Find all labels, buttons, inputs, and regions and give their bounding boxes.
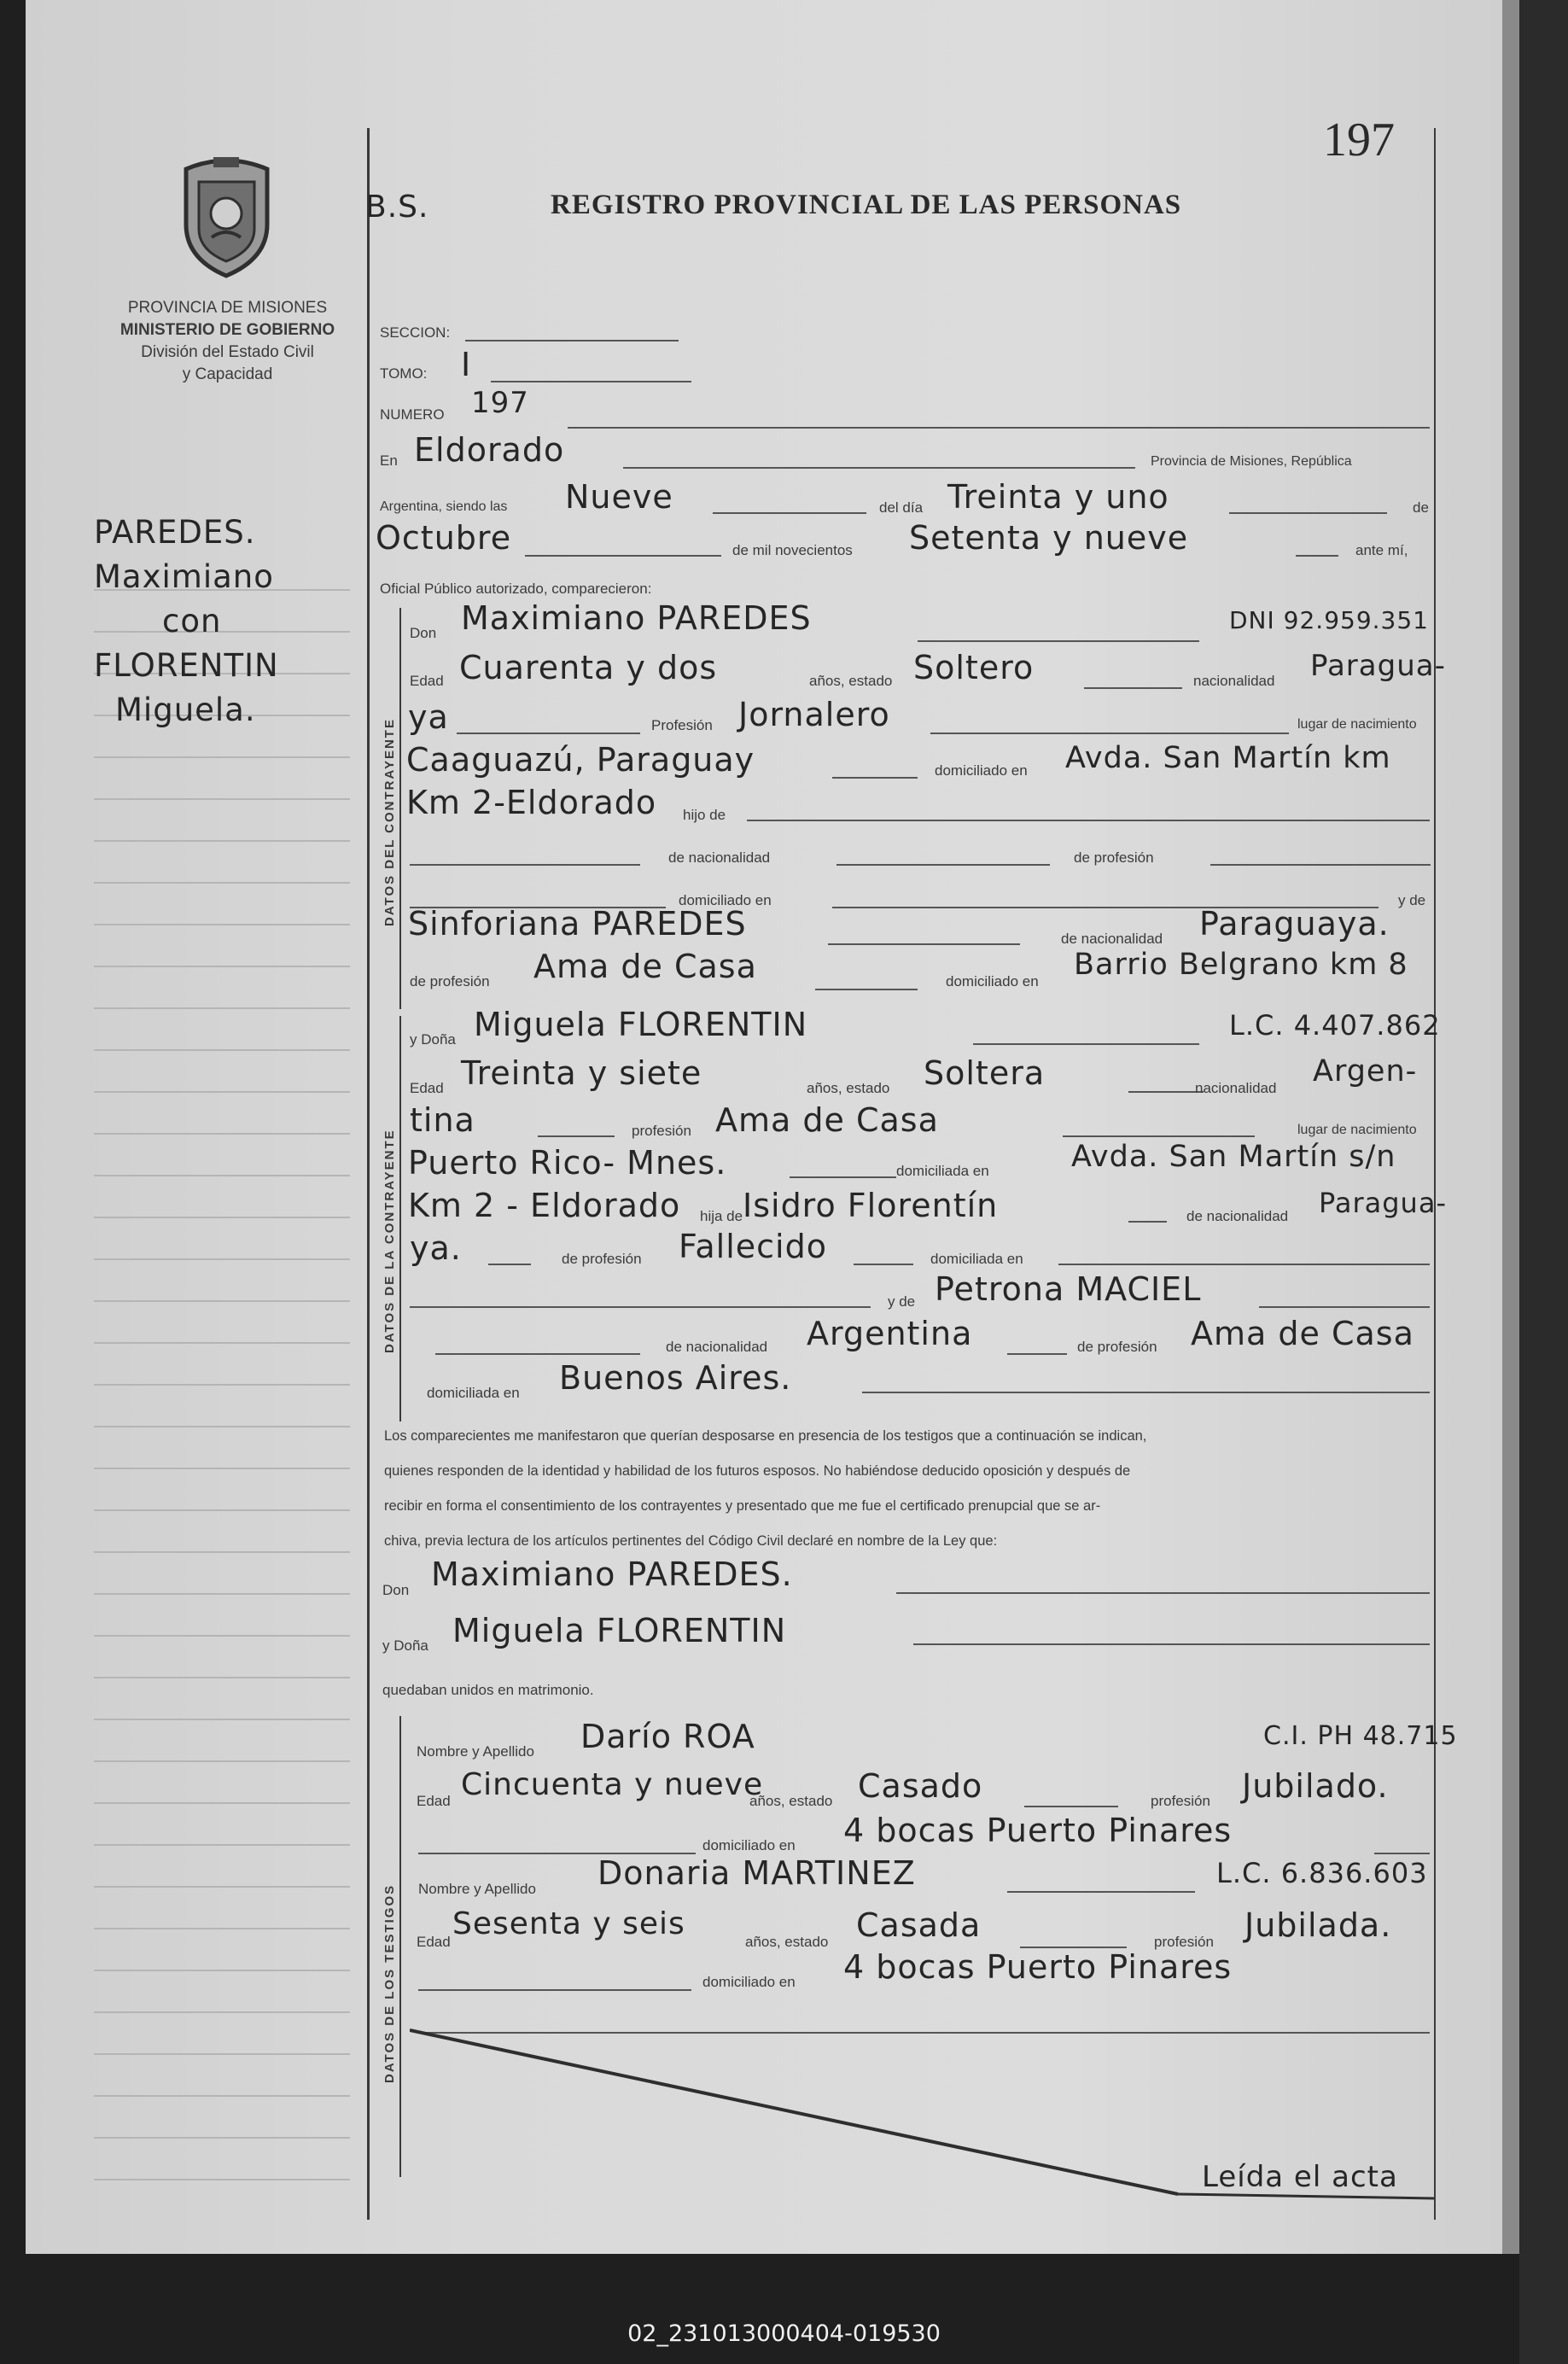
margin-ruled-line <box>94 2095 350 2097</box>
margin-ruled-line <box>94 798 350 800</box>
groom-profession: Jornalero <box>738 696 890 733</box>
margin-ruled-line <box>94 1133 350 1135</box>
field-line <box>828 943 1020 945</box>
field-line <box>457 733 640 734</box>
field-line <box>465 340 679 341</box>
margin-ruled-line <box>94 1551 350 1553</box>
page-number: 197 <box>1323 114 1395 166</box>
field-line <box>488 1264 531 1265</box>
place-value: Eldorado <box>414 431 565 469</box>
field-line <box>435 1353 640 1355</box>
bride-mother-name: Petrona MACIEL <box>935 1270 1202 1308</box>
field-line <box>568 427 1430 429</box>
label-dona: y Doña <box>410 1031 456 1048</box>
margin-ruled-line <box>94 882 350 884</box>
margin-ruled-line <box>94 1760 350 1762</box>
image-caption: 02_231013000404-019530 <box>627 2320 941 2347</box>
label-profesion: Profesión <box>651 717 713 733</box>
label-y-de: y de <box>1398 892 1426 908</box>
field-line <box>1128 1221 1167 1223</box>
margin-note-line: FLORENTIN <box>94 647 279 684</box>
margin-ruled-line <box>94 966 350 967</box>
label-quedaban: quedaban unidos en matrimonio. <box>382 1682 594 1698</box>
folio-mark: B.S. <box>365 190 429 225</box>
margin-ruled-line <box>94 1049 350 1051</box>
field-line <box>1024 1806 1118 1807</box>
label-nombre-apellido: Nombre y Apellido <box>418 1881 536 1897</box>
witness2-address: 4 bocas Puerto Pinares <box>843 1948 1233 1986</box>
bride-address-cont: Km 2 - Eldorado <box>408 1187 681 1224</box>
label-edad: Edad <box>417 1934 451 1950</box>
label-del-dia: del día <box>879 499 924 516</box>
bride-address: Avda. San Martín s/n <box>1071 1140 1396 1174</box>
groom-address: Avda. San Martín km <box>1065 741 1391 775</box>
margin-ruled-line <box>94 1175 350 1176</box>
coat-of-arms-icon <box>169 152 284 280</box>
margin-ruled-line <box>94 1844 350 1846</box>
margin-note-line: Maximiano <box>94 558 274 595</box>
label-en: En <box>380 452 398 469</box>
groom-bracket <box>399 608 401 1009</box>
margin-ruled-line <box>94 1468 350 1469</box>
bride-mother-profession: Ama de Casa <box>1191 1315 1414 1352</box>
label-de-nacionalidad: de nacionalidad <box>666 1339 768 1355</box>
hour-value: Nueve <box>565 478 673 516</box>
field-line <box>1058 1264 1430 1265</box>
field-line <box>491 381 691 382</box>
margin-note-line: PAREDES. <box>94 514 256 551</box>
label-domiciliado-en: domiciliado en <box>702 1837 796 1853</box>
witness2-name: Donaria MARTINEZ <box>597 1854 916 1892</box>
bride-father-nationality: Paragua- <box>1319 1187 1447 1219</box>
field-line <box>1084 687 1182 689</box>
label-argentina: Argentina, siendo las <box>380 499 508 514</box>
field-line <box>623 467 1135 469</box>
label-witness-section: DATOS DE LOS TESTIGOS <box>382 1883 397 2083</box>
province-name: PROVINCIA DE MISIONES <box>127 299 328 317</box>
label-hija-de: hija de <box>700 1208 743 1224</box>
bride-marital-status: Soltera <box>924 1054 1046 1092</box>
groom-mother-profession: Ama de Casa <box>533 948 757 985</box>
witness2-age: Sesenta y seis <box>452 1906 685 1941</box>
groom-mother-name: Sinforiana PAREDES <box>408 905 747 943</box>
field-line <box>1210 864 1431 866</box>
groom-nationality-cont: ya <box>408 698 449 736</box>
statement-line: recibir en forma el consentimiento de los contrayentes y presentado que me fue el certificado prenupcial que se ar- <box>384 1498 1101 1514</box>
label-domiciliada-en: domiciliada en <box>930 1251 1023 1267</box>
field-line <box>815 989 918 990</box>
label-domiciliado-en: domiciliado en <box>946 973 1039 989</box>
field-line <box>1007 1891 1195 1893</box>
field-line <box>1229 512 1387 514</box>
groom-name: Maximiano PAREDES <box>461 599 812 637</box>
label-de-mil: de mil novecientos <box>732 542 853 558</box>
margin-ruled-line <box>94 1217 350 1218</box>
label-anos-estado: años, estado <box>745 1934 829 1950</box>
witness1-profession: Jubilado. <box>1242 1767 1389 1805</box>
field-line <box>1007 1353 1067 1355</box>
bride-bracket <box>399 1016 401 1421</box>
margin-ruled-line <box>94 1928 350 1929</box>
margin-ruled-line <box>94 2137 350 2139</box>
field-line <box>713 512 866 514</box>
groom-address-cont: Km 2-Eldorado <box>406 784 657 821</box>
margin-ruled-line <box>94 1593 350 1595</box>
bride-nationality-cont: tina <box>410 1101 475 1139</box>
label-anos-estado: años, estado <box>749 1793 833 1809</box>
label-de-nacionalidad: de nacionalidad <box>1186 1208 1289 1224</box>
label-de-nacionalidad: de nacionalidad <box>668 849 771 866</box>
label-don: Don <box>382 1582 410 1598</box>
label-de-profesion: de profesión <box>562 1251 642 1267</box>
bride-mother-address: Buenos Aires. <box>559 1359 792 1397</box>
field-line <box>1128 1091 1204 1093</box>
label-de: de <box>1413 499 1429 516</box>
label-edad: Edad <box>417 1793 451 1809</box>
field-line <box>418 1989 691 1991</box>
label-edad: Edad <box>410 673 444 689</box>
margin-ruled-line <box>94 2179 350 2180</box>
margin-ruled-line <box>94 924 350 925</box>
cancel-stroke <box>410 2023 1451 2228</box>
margin-ruled-line <box>94 1258 350 1260</box>
field-line <box>538 1135 615 1137</box>
margin-ruled-line <box>94 1091 350 1093</box>
groom-birthplace: Caaguazú, Paraguay <box>406 741 755 779</box>
bride-nationality: Argen- <box>1313 1054 1418 1089</box>
day-value: Treinta y uno <box>947 478 1169 516</box>
margin-ruled-line <box>94 1509 350 1511</box>
label-de-nacionalidad: de nacionalidad <box>1061 931 1163 947</box>
field-line <box>862 1392 1430 1393</box>
groom-mother-nationality: Paraguaya. <box>1199 905 1390 943</box>
label-de-profesion: de profesión <box>1074 849 1154 866</box>
witness2-marital-status: Casada <box>856 1906 982 1944</box>
right-column-rule <box>1434 128 1436 2220</box>
closing-note: Leída el acta <box>1202 2160 1398 2194</box>
bride-birthplace: Puerto Rico- Mnes. <box>408 1144 727 1182</box>
label-lugar-nacimiento: lugar de nacimiento <box>1297 1123 1417 1137</box>
margin-note-line: con <box>162 603 222 639</box>
label-oficial: Oficial Público autorizado, comparecieron: <box>380 581 652 597</box>
label-numero: NUMERO <box>380 406 445 423</box>
witness1-address: 4 bocas Puerto Pinares <box>843 1812 1233 1849</box>
field-line <box>836 864 1050 866</box>
groom-age: Cuarenta y dos <box>459 649 718 686</box>
label-domiciliada-en: domiciliada en <box>896 1163 989 1179</box>
field-line <box>1063 1135 1255 1137</box>
tomo-value: I <box>461 346 472 383</box>
field-line <box>1374 1853 1430 1854</box>
statement-line: chiva, previa lectura de los artículos pertinentes del Código Civil declaré en nombre de la Ley que: <box>384 1533 998 1549</box>
margin-ruled-line <box>94 1426 350 1427</box>
label-lugar-nacimiento: lugar de nacimiento <box>1297 717 1417 732</box>
field-line <box>1296 555 1338 557</box>
field-line <box>832 777 918 779</box>
witness1-age: Cincuenta y nueve <box>461 1767 764 1802</box>
label-profesion: profesión <box>1151 1793 1210 1809</box>
field-line <box>913 1643 1430 1645</box>
label-domiciliado-en: domiciliado en <box>679 892 772 908</box>
label-profesion: profesión <box>632 1123 691 1139</box>
year-value: Setenta y nueve <box>909 519 1189 557</box>
bride-age: Treinta y siete <box>461 1054 702 1092</box>
label-groom-section: DATOS DEL CONTRAYENTE <box>382 718 397 926</box>
ministry-name: MINISTERIO DE GOBIERNO <box>119 321 335 339</box>
groom-doc: DNI 92.959.351 <box>1229 606 1429 634</box>
declared-don-name: Maximiano PAREDES. <box>431 1556 793 1593</box>
label-domiciliado-en: domiciliado en <box>935 762 1028 779</box>
field-line <box>854 1264 913 1265</box>
witness1-marital-status: Casado <box>858 1767 983 1805</box>
bride-name: Miguela FLORENTIN <box>474 1006 808 1043</box>
label-bride-section: DATOS DE LA CONTRAYENTE <box>382 1129 397 1353</box>
label-de-profesion: de profesión <box>410 973 490 989</box>
margin-ruled-line <box>94 2011 350 2013</box>
bride-father-nationality-cont: ya. <box>410 1229 462 1267</box>
bride-profession: Ama de Casa <box>715 1101 939 1139</box>
witness2-doc: L.C. 6.836.603 <box>1216 1857 1428 1889</box>
label-provincia: Provincia de Misiones, República <box>1151 454 1352 469</box>
label-anos-estado: años, estado <box>807 1080 890 1096</box>
label-domiciliado-en: domiciliado en <box>702 1974 796 1990</box>
groom-nationality: Paragua- <box>1310 649 1446 683</box>
margin-ruled-line <box>94 1300 350 1302</box>
label-domiciliada-en: domiciliada en <box>427 1385 520 1401</box>
division-line2: y Capacidad <box>182 365 273 383</box>
bride-mother-nationality: Argentina <box>807 1315 973 1352</box>
numero-value: 197 <box>471 386 529 420</box>
label-anos-estado: años, estado <box>809 673 893 689</box>
declared-dona-name: Miguela FLORENTIN <box>452 1612 787 1649</box>
margin-note-line: Miguela. <box>115 692 256 728</box>
margin-ruled-line <box>94 1384 350 1386</box>
field-line <box>410 1306 871 1308</box>
main-column-rule <box>367 128 370 2220</box>
margin-ruled-line <box>94 1886 350 1888</box>
margin-ruled-line <box>94 1970 350 1971</box>
label-nombre-apellido: Nombre y Apellido <box>417 1743 534 1760</box>
witness1-doc: C.I. PH 48.715 <box>1263 1721 1458 1751</box>
page-edge <box>1502 0 1519 2254</box>
groom-marital-status: Soltero <box>913 649 1035 686</box>
witness2-profession: Jubilada. <box>1244 1906 1392 1944</box>
page-title: REGISTRO PROVINCIAL DE LAS PERSONAS <box>551 190 1182 220</box>
field-line <box>973 1043 1199 1045</box>
margin-ruled-line <box>94 840 350 842</box>
field-line <box>410 864 640 866</box>
margin-ruled-line <box>94 756 350 758</box>
label-nacionalidad: nacionalidad <box>1193 673 1275 689</box>
margin-ruled-line <box>94 1342 350 1344</box>
field-line <box>918 640 1199 642</box>
division-line1: División del Estado Civil <box>141 343 314 361</box>
field-line <box>747 820 1430 821</box>
field-line <box>525 555 721 557</box>
label-ante-mi: ante mí, <box>1355 542 1408 558</box>
label-tomo: TOMO: <box>380 365 428 382</box>
label-edad: Edad <box>410 1080 444 1096</box>
bride-doc: L.C. 4.407.862 <box>1229 1009 1441 1042</box>
margin-ruled-line <box>94 1007 350 1009</box>
label-profesion: profesión <box>1154 1934 1214 1950</box>
field-line <box>790 1176 896 1178</box>
witness1-name: Darío ROA <box>580 1718 755 1755</box>
label-seccion: SECCION: <box>380 324 451 341</box>
groom-mother-address: Barrio Belgrano km 8 <box>1074 948 1408 982</box>
book-edge <box>1519 0 1568 2364</box>
label-don: Don <box>410 625 437 641</box>
margin-ruled-line <box>94 1635 350 1637</box>
margin-ruled-line <box>94 1719 350 1720</box>
label-nacionalidad: nacionalidad <box>1195 1080 1277 1096</box>
witness-bracket <box>399 1716 401 2177</box>
bride-father-name: Isidro Florentín <box>743 1187 999 1224</box>
field-line <box>1259 1306 1430 1308</box>
field-line <box>896 1592 1430 1594</box>
label-de-profesion: de profesión <box>1077 1339 1157 1355</box>
label-y-de: y de <box>888 1293 916 1310</box>
month-value: Octubre <box>376 519 512 557</box>
bride-father-profession: Fallecido <box>679 1228 827 1265</box>
field-line <box>930 733 1289 734</box>
statement-line: Los comparecientes me manifestaron que querían desposarse en presencia de los testigos que a continuación se indican, <box>384 1428 1147 1444</box>
margin-ruled-line <box>94 1802 350 1804</box>
label-hijo-de: hijo de <box>683 807 726 823</box>
margin-ruled-line <box>94 1677 350 1678</box>
label-dona: y Doña <box>382 1637 428 1654</box>
statement-line: quienes responden de la identidad y habilidad de los futuros esposos. No habiéndose deducido oposición y después de <box>384 1463 1131 1479</box>
margin-ruled-line <box>94 2053 350 2055</box>
